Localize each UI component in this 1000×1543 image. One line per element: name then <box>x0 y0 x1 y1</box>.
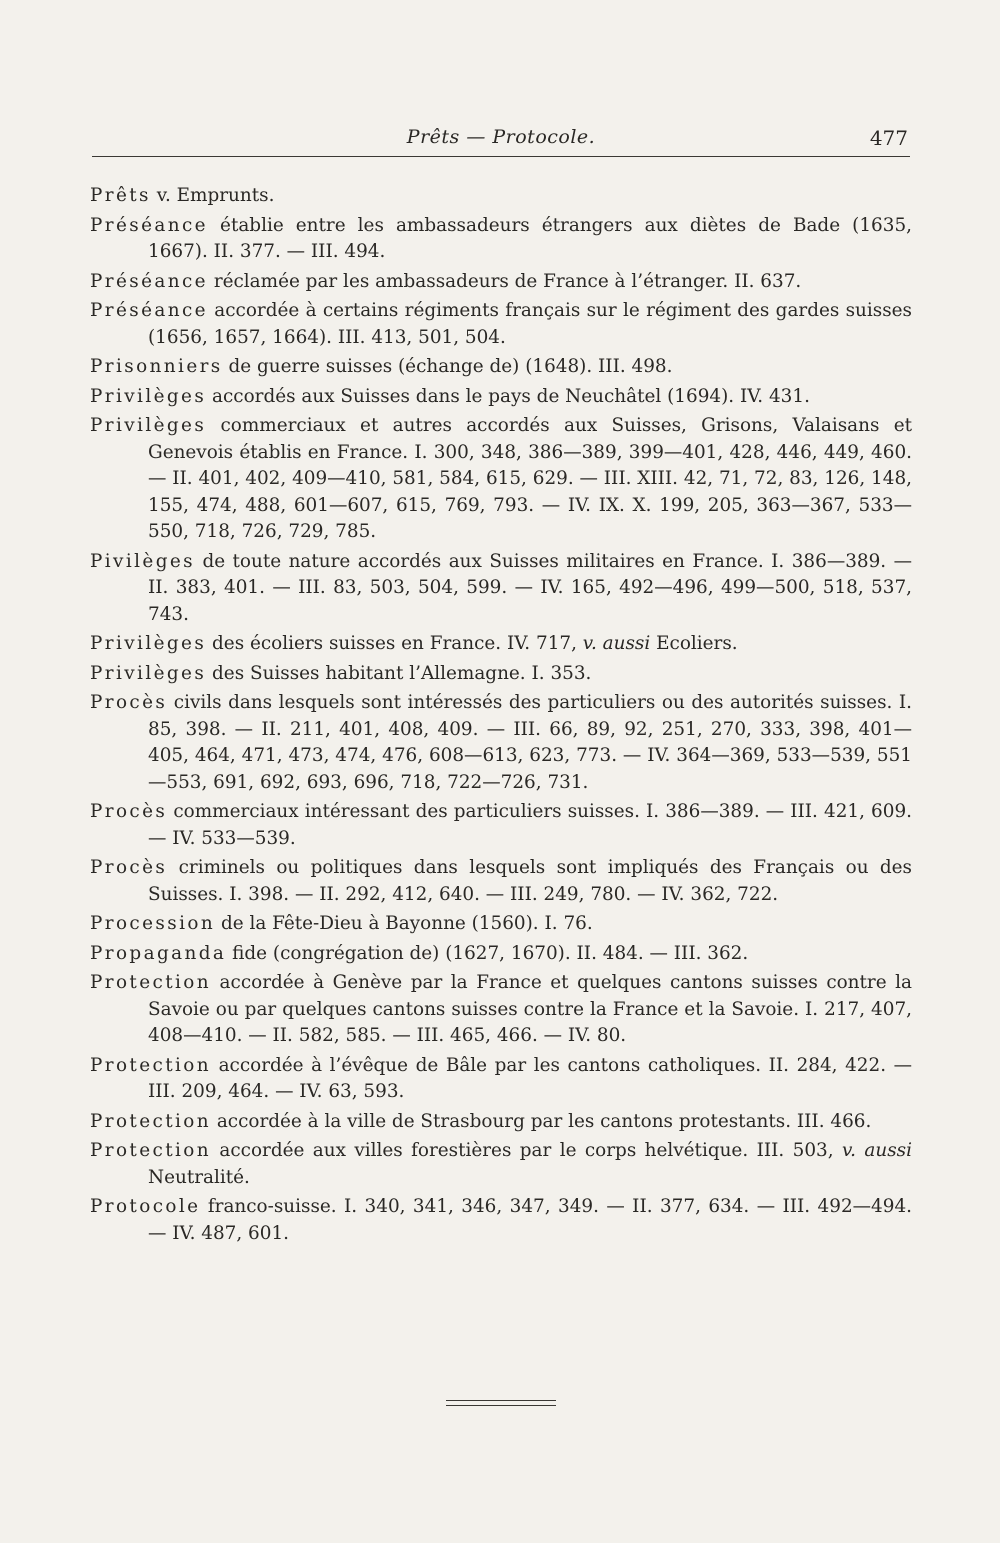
index-entry <box>90 298 912 351</box>
entry-see-also: v. aussi <box>841 1140 912 1161</box>
entry-term: Privilèges <box>90 415 207 436</box>
entry-term: Protocole <box>90 1196 201 1217</box>
end-rule-top <box>446 1400 556 1401</box>
index-entry <box>90 413 912 546</box>
entry-term: Prisonniers <box>90 356 223 377</box>
entry-term: Privilèges <box>90 385 207 407</box>
entry-text: de guerre suisses (échange de) (1648). III. 498. <box>222 356 673 377</box>
entry-text: commerciaux et autres accordés aux Suisses, Grisons, Valaisans et Genevois établis en France. I. 300, 348, 386—389, 399—401, 428, 446, 449, 460. — II. 401, 402, 409—410, 581, 584, 615, 629. — III. XIII. 42, 71, 72, 83, 126, 148, 155, 474, 488, 601—607, 615, 769, 793. — IV. IX. X. 199, 205, 363—367, 533—550, 718, 726, 729, 785. <box>148 415 912 542</box>
index-entry <box>90 269 912 296</box>
index-entry <box>90 1138 912 1191</box>
index-entry <box>90 384 912 411</box>
entry-term: Protection <box>90 1140 211 1161</box>
entry-term: Préséance <box>90 300 208 321</box>
running-header <box>92 122 910 158</box>
entry-text: franco-suisse. I. 340, 341, 346, 347, 349. — II. 377, 634. — III. 492—494. — IV. 487, 601. <box>148 1196 912 1244</box>
index-entry <box>90 354 912 381</box>
entry-text: de la Fête-Dieu à Bayonne (1560). I. 76. <box>215 913 593 934</box>
index-entry <box>90 631 912 658</box>
index-entry <box>90 661 912 688</box>
entry-see-also: v. aussi <box>582 633 651 654</box>
entry-term: Procès <box>90 692 168 713</box>
entry-text: v. Emprunts. <box>150 185 275 206</box>
index-entry <box>90 941 912 968</box>
entry-text: criminels ou politiques dans lesquels sont impliqués des Français ou des Suisses. I. 398. — II. 292, 412, 640. — III. 249, 780. — IV. 362, 722. <box>148 857 912 905</box>
entry-text: des écoliers suisses en France. IV. 717, <box>206 633 583 654</box>
entry-text: civils dans lesquels sont intéressés des particuliers ou des autorités suisses. I. 85, 398. — II. 211, 401, 408, 409. — III. 66, 89, 92, 251, 270, 333, 398, 401—405, 464, 471, 473, 474, 476, 608—613, 623, 773. — IV. 364—369, 533—539, 551—553, 691, 692, 693, 696, 718, 722—726, 731. <box>148 692 912 793</box>
index-entry <box>90 911 912 938</box>
index-entries <box>90 183 912 1250</box>
entry-text: accordée à Genève par la France et quelques cantons suisses contre la Savoie ou par quelques cantons suisses contre la France et la Savoie. I. 217, 407, 408—410. — II. 582, 585. — III. 465, 466. — IV. 80. <box>148 972 912 1046</box>
entry-term: Procès <box>90 857 168 878</box>
index-entry <box>90 690 912 796</box>
entry-term: Privilèges <box>90 633 207 654</box>
entry-text: accordée à la ville de Strasbourg par les cantons protestants. III. 466. <box>211 1110 872 1132</box>
entry-text: établie entre les ambassadeurs étrangers aux diètes de Bade (1635, 1667). II. 377. — III. 494. <box>148 214 912 262</box>
entry-term: Pivilèges <box>90 550 195 572</box>
entry-text: de toute nature accordés aux Suisses militaires en France. I. 386—389. — II. 383, 401. — III. 83, 503, 504, 599. — IV. 165, 492—496, 499—500, 518, 537, 743. <box>148 550 912 625</box>
index-entry <box>90 1053 912 1106</box>
index-entry <box>90 213 912 266</box>
index-entry <box>90 1194 912 1247</box>
entry-text: des Suisses habitant l’Allemagne. I. 353. <box>206 662 592 684</box>
entry-text: fide (congrégation de) (1627, 1670). II. 484. — III. 362. <box>226 942 749 964</box>
entry-text-after: Ecoliers. <box>650 633 738 654</box>
entry-term: Préséance <box>90 270 208 292</box>
index-entry <box>90 1109 912 1136</box>
entry-text: réclamée par les ambassadeurs de France à l’étranger. II. 637. <box>207 270 802 292</box>
entry-term: Prêts <box>90 185 151 206</box>
entry-text: accordés aux Suisses dans le pays de Neuchâtel (1694). IV. 431. <box>206 385 810 407</box>
entry-term: Procession <box>90 913 216 934</box>
index-entry <box>90 855 912 908</box>
entry-term: Protection <box>90 1054 211 1076</box>
end-rule-bottom <box>446 1405 556 1406</box>
entry-term: Propaganda <box>90 942 227 964</box>
entry-text: commerciaux intéressant des particuliers suisses. I. 386—389. — III. 421, 609. — IV. 533—539. <box>148 801 912 849</box>
entry-term: Procès <box>90 801 168 822</box>
entry-term: Préséance <box>90 214 208 236</box>
index-entry <box>90 799 912 852</box>
index-entry <box>90 970 912 1050</box>
entry-text-after: Neutralité. <box>148 1166 250 1188</box>
entry-term: Protection <box>90 972 211 993</box>
index-entry <box>90 549 912 629</box>
entry-text: accordée aux villes forestières par le corps helvétique. III. 503, <box>211 1140 842 1161</box>
entry-term: Privilèges <box>90 662 207 684</box>
running-title: Prêts — Protocole. <box>406 126 596 148</box>
header-rule <box>92 156 910 157</box>
entry-text: accordée à certains régiments français sur le régiment des gardes suisses (1656, 1657, 1664). III. 413, 501, 504. <box>148 300 912 348</box>
page-number: 477 <box>869 126 908 150</box>
entry-term: Protection <box>90 1110 211 1132</box>
index-entry <box>90 183 912 210</box>
entry-text: accordée à l’évêque de Bâle par les cantons catholiques. II. 284, 422. — III. 209, 464. — IV. 63, 593. <box>148 1054 912 1102</box>
